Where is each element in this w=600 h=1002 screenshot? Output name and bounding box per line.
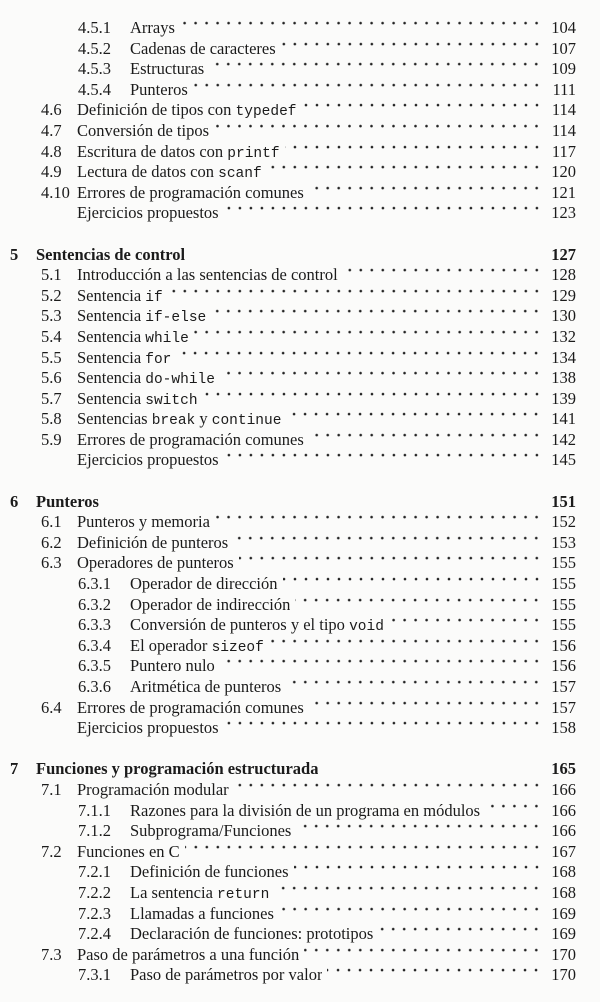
title-text: La sentencia <box>130 882 218 902</box>
toc-entry-title <box>130 965 322 986</box>
toc-row <box>10 595 576 616</box>
dot-leader <box>309 698 543 719</box>
toc-entry-title <box>77 389 198 410</box>
toc-entry-number: 4.5.3 <box>78 59 111 79</box>
toc-row <box>10 656 576 677</box>
toc-row <box>10 203 576 224</box>
toc-entry-page: 155 <box>551 615 576 635</box>
toc-entry-title <box>77 450 219 471</box>
toc-row <box>10 39 576 60</box>
toc-entry-title <box>77 512 210 533</box>
toc-entry-number: 5.3 <box>41 306 62 326</box>
title-text: Ejercicios propuestos <box>77 450 219 470</box>
toc-entry-number: 6 <box>10 491 19 511</box>
toc-entry-page: 157 <box>551 677 576 696</box>
title-text: Funciones en C <box>77 841 180 861</box>
toc-entry-number: 7.3.1 <box>78 965 111 985</box>
toc-entry-page: 145 <box>551 450 576 470</box>
title-text: Errores de programación comunes <box>77 182 304 202</box>
toc-entry-title <box>130 636 264 657</box>
toc-entry-title <box>77 780 229 801</box>
toc-row <box>10 718 576 739</box>
toc-entry-title <box>36 492 99 513</box>
toc-entry-number: 7.2.2 <box>78 882 111 902</box>
toc-entry-number <box>41 203 77 224</box>
toc-row <box>10 59 576 80</box>
toc-entry-page: 128 <box>551 265 576 285</box>
title-text: Conversión de punteros y el tipo <box>130 615 350 635</box>
toc-entry-number: 7.3 <box>41 944 62 964</box>
toc-row <box>10 368 576 389</box>
title-text: Puntero nulo <box>130 656 215 676</box>
toc-entry-title <box>77 368 215 389</box>
toc-row <box>10 306 576 327</box>
dot-leader <box>190 245 543 266</box>
title-text: Escritura de datos con <box>77 141 228 161</box>
title-text: Arrays <box>130 18 175 37</box>
title-text: Operadores de punteros <box>77 553 234 573</box>
toc-entry-number: 4.10 <box>41 182 70 202</box>
toc-entry-title <box>130 595 290 616</box>
title-text: Subprograma/Funciones <box>130 821 292 841</box>
toc-entry-title <box>130 59 204 80</box>
toc-entry-number: 6.3 <box>41 553 62 573</box>
dot-leader <box>224 718 543 739</box>
toc-entry-title <box>77 142 280 163</box>
title-text: Operador de indirección <box>130 594 291 614</box>
toc-entry-page: 155 <box>551 574 576 594</box>
toc-chapter-row <box>10 245 576 266</box>
dot-leader <box>220 368 543 389</box>
dot-leader <box>194 327 543 348</box>
title-text: Funciones y programación estructurada <box>36 759 319 779</box>
title-text: Sentencia <box>77 306 146 326</box>
toc-entry-number: 6.4 <box>41 697 62 717</box>
toc-entry-page: 123 <box>551 203 576 223</box>
title-text: Paso de parámetros por valor <box>130 965 323 985</box>
toc-entry-number: 7.2 <box>41 841 62 861</box>
toc-entry-page: 166 <box>551 821 576 841</box>
toc-row <box>10 904 576 925</box>
toc-entry-page: 165 <box>551 759 576 779</box>
toc-entry-title <box>77 348 171 369</box>
toc-row <box>10 945 576 966</box>
title-text: Razones para la división de un programa en módulos <box>130 800 481 820</box>
title-text: Punteros <box>130 79 188 99</box>
toc-entry-number: 6.3.6 <box>78 677 111 696</box>
title-text: Operador de dirección <box>130 574 278 594</box>
toc-entry-title <box>77 945 299 966</box>
toc-row <box>10 100 576 121</box>
toc-entry-number: 6.3.3 <box>78 615 111 635</box>
toc-chapter-row <box>10 759 576 780</box>
toc-entry-page: 155 <box>551 594 576 614</box>
dot-leader <box>224 203 543 224</box>
toc-row <box>10 327 576 348</box>
dot-leader <box>224 450 543 471</box>
toc-row <box>10 801 576 822</box>
toc-entry-page: 168 <box>551 882 576 902</box>
toc-row <box>10 924 576 945</box>
toc-entry-title <box>130 80 188 101</box>
toc-entry-title <box>36 759 318 780</box>
toc-entry-page: 111 <box>552 79 576 99</box>
toc-entry-page: 104 <box>551 18 576 37</box>
toc-entry-number: 5.1 <box>41 265 62 285</box>
toc-entry-page: 114 <box>551 100 576 120</box>
toc-entry-page: 158 <box>551 718 576 738</box>
dot-leader <box>168 286 543 307</box>
toc-entry-title <box>130 883 269 904</box>
toc-entry-title <box>130 862 289 883</box>
toc-entry-page: 166 <box>551 800 576 820</box>
title-text: Cadenas de caracteres <box>130 38 276 58</box>
toc-entry-number: 7.1.2 <box>78 821 111 841</box>
dot-leader <box>309 183 543 204</box>
dot-leader <box>185 842 543 863</box>
dot-leader <box>294 862 543 883</box>
dot-leader <box>239 553 543 574</box>
toc-row <box>10 780 576 801</box>
toc-entry-number <box>41 718 77 739</box>
toc-entry-number: 4.5.4 <box>78 79 111 99</box>
title-text: Sentencia <box>77 347 146 367</box>
toc-entry-page: 134 <box>551 347 576 367</box>
code-keyword: scanf <box>218 166 262 183</box>
toc-entry-title <box>77 265 338 286</box>
toc-entry-title <box>130 821 291 842</box>
toc-row <box>10 883 576 904</box>
title-text: Definición de tipos con <box>77 100 236 120</box>
toc-entry-number: 6.3.4 <box>78 635 111 655</box>
toc-row <box>10 183 576 204</box>
toc-entry-title <box>77 718 219 739</box>
toc-row <box>10 265 576 286</box>
dot-leader <box>295 595 543 616</box>
dot-leader <box>286 677 543 698</box>
dot-leader <box>283 574 543 595</box>
dot-leader <box>285 142 543 163</box>
dot-leader <box>327 965 543 986</box>
title-text: El operador <box>130 635 212 655</box>
toc-row <box>10 533 576 554</box>
title-text: y <box>195 409 212 429</box>
toc-entry-page: 132 <box>551 326 576 346</box>
toc-entry-title <box>130 574 278 595</box>
code-keyword: if <box>145 289 163 306</box>
toc-entry-number: 6.3.1 <box>78 574 111 594</box>
toc-row <box>10 842 576 863</box>
toc-entry-page: 157 <box>551 697 576 717</box>
dot-leader <box>180 18 543 39</box>
title-text: Errores de programación comunes <box>77 697 304 717</box>
toc-entry-title <box>77 306 206 327</box>
toc-entry-page: 109 <box>551 59 576 79</box>
toc-entry-page: 167 <box>551 841 576 861</box>
title-text: Sentencia <box>77 285 146 305</box>
toc-entry-title <box>77 698 304 719</box>
title-text: Punteros <box>36 491 99 511</box>
title-text: Sentencias de control <box>36 244 186 264</box>
toc-entry-page: 114 <box>551 120 576 140</box>
dot-leader <box>286 409 543 430</box>
toc-entry-number: 5.8 <box>41 409 62 429</box>
toc-entry-page: 169 <box>551 924 576 944</box>
toc-entry-page: 117 <box>551 141 576 161</box>
toc-row <box>10 121 576 142</box>
toc-row <box>10 430 576 451</box>
toc-entry-number: 5 <box>10 244 19 264</box>
toc-row <box>10 677 576 698</box>
toc-entry-number: 4.9 <box>41 162 62 182</box>
toc-entry-title <box>130 801 480 822</box>
dot-leader <box>214 121 543 142</box>
toc-entry-title <box>77 842 180 863</box>
toc-entry-number: 4.7 <box>41 120 62 140</box>
dot-leader <box>269 636 543 657</box>
toc-row <box>10 142 576 163</box>
dot-leader <box>234 780 543 801</box>
title-text: Punteros y memoria <box>77 512 210 532</box>
dot-leader <box>193 80 543 101</box>
toc-entry-number: 4.6 <box>41 100 62 120</box>
toc-row <box>10 286 576 307</box>
dot-leader <box>343 265 543 286</box>
toc-entry-title <box>77 533 228 554</box>
toc-entry-title <box>77 121 209 142</box>
toc-entry-number: 5.2 <box>41 285 62 305</box>
toc-row <box>10 698 576 719</box>
toc-entry-page: 156 <box>551 656 576 676</box>
toc-entry-page: 166 <box>551 779 576 799</box>
code-keyword: switch <box>145 392 198 409</box>
dot-leader <box>274 883 543 904</box>
toc-entry-page: 129 <box>551 285 576 305</box>
code-keyword: void <box>349 619 384 636</box>
title-text: Aritmética de punteros <box>130 677 282 696</box>
toc-entry-title <box>77 203 219 224</box>
toc-entry-page: 151 <box>551 491 576 511</box>
toc-entry-page: 139 <box>551 388 576 408</box>
toc-entry-title <box>36 245 185 266</box>
dot-leader <box>209 59 543 80</box>
code-keyword: while <box>145 330 189 347</box>
toc-row <box>10 821 576 842</box>
dot-leader <box>215 512 543 533</box>
toc-entry-page: 152 <box>551 512 576 532</box>
dot-leader <box>279 904 543 925</box>
toc-entry-title <box>77 327 189 348</box>
dot-leader <box>267 162 543 183</box>
toc-entry-number: 6.3.5 <box>78 656 111 676</box>
toc-entry-page: 153 <box>551 532 576 552</box>
toc-entry-number: 5.4 <box>41 326 62 346</box>
title-text: Llamadas a funciones <box>130 903 274 923</box>
toc-entry-number: 5.6 <box>41 368 62 388</box>
toc-chapter-row <box>10 492 576 513</box>
toc-entry-title <box>130 656 215 677</box>
toc-entry-page: 168 <box>551 862 576 882</box>
toc-entry-page: 138 <box>551 368 576 388</box>
toc-row <box>10 80 576 101</box>
dot-leader <box>378 924 543 945</box>
code-keyword: break <box>151 413 196 430</box>
toc-entry-title <box>77 286 163 307</box>
toc-entry-number: 7.1.1 <box>78 800 111 820</box>
toc-entry-title <box>130 18 175 39</box>
dot-leader <box>233 533 543 554</box>
toc-entry-page: 169 <box>551 903 576 923</box>
code-keyword: typedef <box>235 104 297 121</box>
code-keyword: do-while <box>145 372 215 389</box>
toc-entry-title <box>130 677 281 698</box>
toc-entry-number: 5.5 <box>41 347 62 367</box>
dot-leader <box>104 492 543 513</box>
toc-entry-page: 170 <box>551 965 576 985</box>
code-keyword: continue <box>211 413 282 430</box>
toc-entry-number: 7.2.1 <box>78 862 111 882</box>
toc-entry-title <box>130 904 274 925</box>
title-text: Programación modular <box>77 779 229 799</box>
toc-entry-page: 120 <box>551 162 576 182</box>
title-text: Sentencia <box>77 368 146 388</box>
toc-entry-title <box>77 430 304 451</box>
dot-leader <box>309 430 543 451</box>
toc-entry-page: 127 <box>551 244 576 264</box>
title-text: Estructuras <box>130 59 205 79</box>
toc-entry-page: 156 <box>551 635 576 655</box>
title-text: Conversión de tipos <box>77 120 209 140</box>
code-keyword: return <box>217 886 270 903</box>
dot-leader <box>296 821 543 842</box>
dot-leader <box>485 801 543 822</box>
toc-entry-number: 6.2 <box>41 532 62 552</box>
toc-entry-number: 4.5.2 <box>78 38 111 58</box>
toc-entry-page: 155 <box>551 553 576 573</box>
title-text: Ejercicios propuestos <box>77 203 219 223</box>
title-text: Introducción a las sentencias de control <box>77 265 338 285</box>
dot-leader <box>281 39 543 60</box>
dot-leader <box>302 100 543 121</box>
title-text: Paso de parámetros a una función <box>77 944 300 964</box>
toc-entry-title <box>77 409 281 430</box>
toc-row <box>10 389 576 410</box>
code-keyword: printf <box>227 145 280 162</box>
toc-entry-page: 107 <box>551 38 576 58</box>
title-text: Sentencia <box>77 388 146 408</box>
toc-entry-page: 121 <box>551 182 576 202</box>
toc-entry-title <box>77 553 234 574</box>
toc-entry-number: 4.5.1 <box>78 18 111 37</box>
toc-entry-number <box>41 450 77 471</box>
code-keyword: if-else <box>145 310 207 327</box>
toc-row <box>10 965 576 986</box>
dot-leader <box>304 945 543 966</box>
dot-leader <box>176 348 543 369</box>
toc-row <box>10 348 576 369</box>
toc-entry-title <box>77 183 304 204</box>
title-text: Sentencia <box>77 326 146 346</box>
toc-entry-number: 4.8 <box>41 141 62 161</box>
toc-entry-page: 170 <box>551 944 576 964</box>
toc-entry-number: 6.3.2 <box>78 594 111 614</box>
title-text: Ejercicios propuestos <box>77 718 219 738</box>
toc-row <box>10 553 576 574</box>
toc-entry-page: 130 <box>551 306 576 326</box>
toc-row <box>10 636 576 657</box>
title-text: Declaración de funciones: prototipos <box>130 924 374 944</box>
title-text: Sentencias <box>77 409 152 429</box>
toc-entry-page: 142 <box>551 429 576 449</box>
title-text: Errores de programación comunes <box>77 429 304 449</box>
toc-row <box>10 615 576 636</box>
toc-row <box>10 512 576 533</box>
code-keyword: sizeof <box>211 639 264 656</box>
toc-entry-number: 7.1 <box>41 779 62 799</box>
toc-row <box>10 18 576 39</box>
toc-entry-number: 7.2.3 <box>78 903 111 923</box>
dot-leader <box>323 759 543 780</box>
toc-entry-number: 7 <box>10 759 19 779</box>
toc-entry-title <box>130 615 384 636</box>
toc-row <box>10 162 576 183</box>
toc-entry-number: 5.9 <box>41 429 62 449</box>
toc-list <box>10 18 576 986</box>
toc-entry-number: 6.1 <box>41 512 62 532</box>
toc-entry-title <box>130 39 276 60</box>
toc-entry-number: 5.7 <box>41 388 62 408</box>
toc-entry-page: 141 <box>551 409 576 429</box>
toc-entry-number: 7.2.4 <box>78 924 111 944</box>
toc-row <box>10 574 576 595</box>
toc-row <box>10 409 576 430</box>
dot-leader <box>220 656 543 677</box>
title-text: Definición de funciones <box>130 862 289 882</box>
toc-entry-title <box>77 100 297 121</box>
code-keyword: for <box>145 351 172 368</box>
toc-entry-title <box>77 162 262 183</box>
title-text: Lectura de datos con <box>77 162 219 182</box>
dot-leader <box>389 615 543 636</box>
title-text: Definición de punteros <box>77 532 229 552</box>
toc-row <box>10 862 576 883</box>
dot-leader <box>203 389 543 410</box>
dot-leader <box>211 306 543 327</box>
toc-entry-title <box>130 924 373 945</box>
toc-row <box>10 450 576 471</box>
